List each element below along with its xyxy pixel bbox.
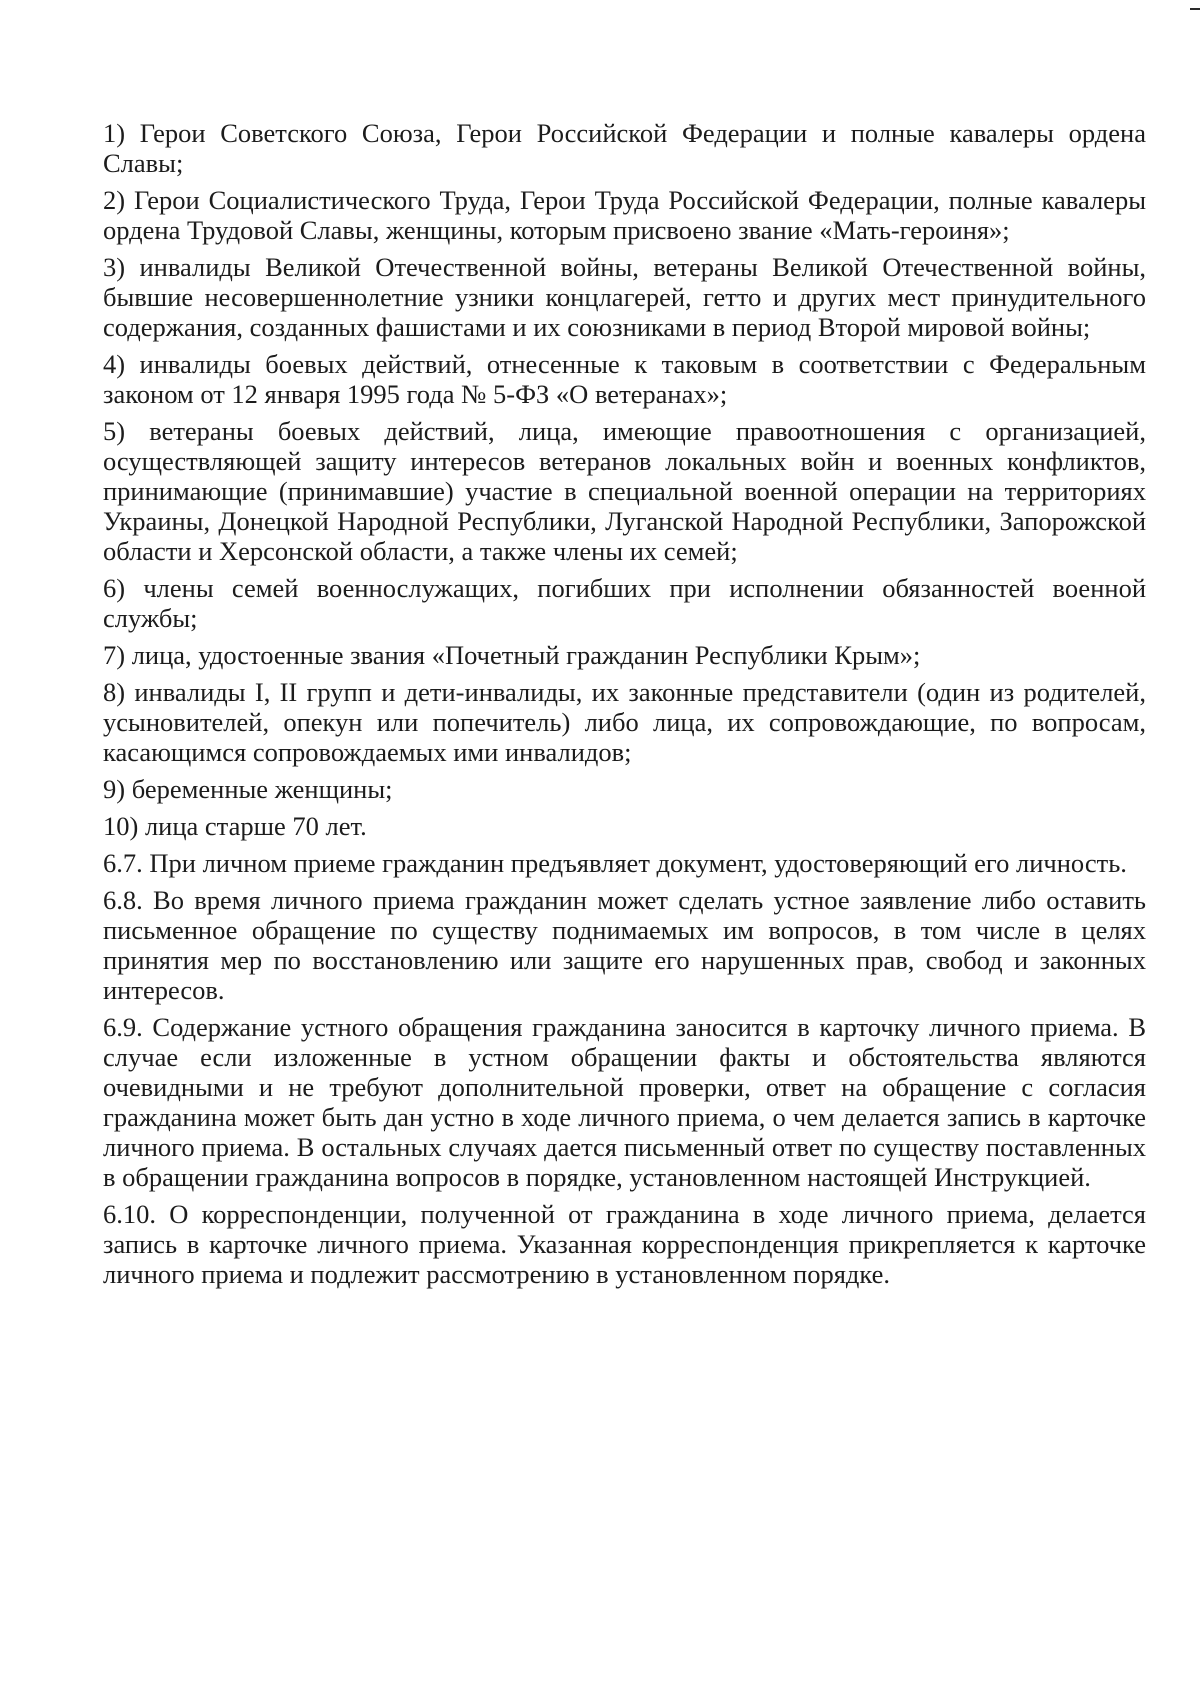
list-item-2: 2) Герои Социалистического Труда, Герои Труда Российской Федерации, полные кавалеры ордена Трудовой Славы, женщины, которым присвоено звание «Мать-героиня»; [103, 185, 1146, 245]
list-item-5: 5) ветераны боевых действий, лица, имеющие правоотношения с организацией, осуществляющей защиту интересов ветеранов локальных войн и военных конфликтов, принимающие (принимавшие) участие в специальной военной операции на территориях Украины, Донецкой Народной Республики, Луганской Народной Республики, Запорожской области и Херсонской области, а также члены их семей; [103, 416, 1146, 566]
scan-edge-mark [1190, 8, 1200, 10]
list-item-4: 4) инвалиды боевых действий, отнесенные к таковым в соответствии с Федеральным законом от 12 января 1995 года № 5-ФЗ «О ветеранах»; [103, 349, 1146, 409]
section-6-8: 6.8. Во время личного приема гражданин может сделать устное заявление либо оставить письменное обращение по существу поднимаемых им вопросов, в том числе в целях принятия мер по восстановлению или защите его нарушенных прав, свобод и законных интересов. [103, 885, 1146, 1005]
list-item-6: 6) члены семей военнослужащих, погибших при исполнении обязанностей военной службы; [103, 573, 1146, 633]
section-6-7: 6.7. При личном приеме гражданин предъявляет документ, удостоверяющий его личность. [103, 848, 1127, 878]
list-item-1: 1) Герои Советского Союза, Герои Российской Федерации и полные кавалеры ордена Славы; [103, 118, 1146, 178]
section-6-9: 6.9. Содержание устного обращения гражданина заносится в карточку личного приема. В случае если изложенные в устном обращении факты и обстоятельства являются очевидными и не требуют дополнительной проверки, ответ на обращение с согласия гражданина может быть дан устно в ходе личного приема, о чем делается запись в карточке личного приема. В остальных случаях дается письменный ответ по существу поставленных в обращении гражданина вопросов в порядке, установленном настоящей Инструкцией. [103, 1012, 1146, 1192]
list-item-8: 8) инвалиды I, II групп и дети-инвалиды, их законные представители (один из родителей, усыновителей, опекун или попечитель) либо лица, их сопровождающие, по вопросам, касающимся сопровождаемых ими инвалидов; [103, 677, 1146, 767]
section-6-10: 6.10. О корреспонденции, полученной от гражданина в ходе личного приема, делается запись в карточке личного приема. Указанная корреспонденция прикрепляется к карточке личного приема и подлежит рассмотрению в установленном порядке. [103, 1199, 1146, 1289]
document-body [103, 118, 1146, 1289]
list-item-9: 9) беременные женщины; [103, 774, 393, 804]
list-item-10: 10) лица старше 70 лет. [103, 811, 367, 841]
list-item-7: 7) лица, удостоенные звания «Почетный гражданин Республики Крым»; [103, 640, 921, 670]
list-item-3: 3) инвалиды Великой Отечественной войны, ветераны Великой Отечественной войны, бывшие несовершеннолетние узники концлагерей, гетто и других мест принудительного содержания, созданных фашистами и их союзниками в период Второй мировой войны; [103, 252, 1146, 342]
